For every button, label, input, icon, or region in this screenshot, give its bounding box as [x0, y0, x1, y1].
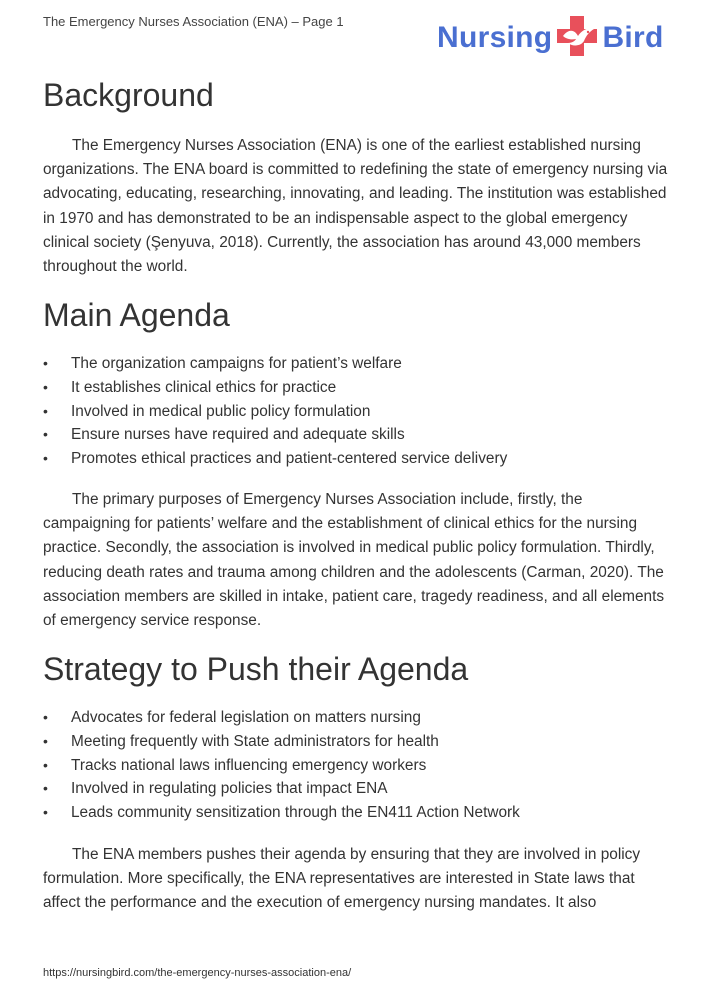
background-heading: Background — [43, 77, 214, 113]
page-header-title: The Emergency Nurses Association (ENA) – Page 1 — [43, 14, 344, 29]
list-item: • Involved in regulating policies that impact ENA — [43, 777, 520, 801]
list-item: • It establishes clinical ethics for practice — [43, 376, 507, 400]
strategy-paragraph: The ENA members pushes their agenda by ensuring that they are involved in policy formulation. More specifically, the ENA representatives are interested in State laws that affect the performance and the execution of emergency nursing mandates. It also — [43, 846, 641, 912]
background-paragraph: The Emergency Nurses Association (ENA) is one of the earliest established nursing organizations. The ENA board is committed to redefining the state of emergency nursing via advocating, educating, researching, innovating, and leading. The institution was established in 1970 and has demonstrated to be an indispensable aspect to the global emergency clinical society (Şenyuva, 2018). Currently, the association has around 43,000 members throughout the world. — [43, 137, 668, 276]
list-item: • Meeting frequently with State administrators for health — [43, 730, 520, 754]
list-item: • Ensure nurses have required and adequate skills — [43, 423, 507, 447]
list-item: • Leads community sensitization through the EN411 Action Network — [43, 801, 520, 825]
list-item: • Tracks national laws influencing emergency workers — [43, 754, 520, 778]
list-item: • The organization campaigns for patient’s welfare — [43, 352, 507, 376]
list-item: • Advocates for federal legislation on matters nursing — [43, 706, 520, 730]
main-agenda-heading: Main Agenda — [43, 297, 230, 333]
main-agenda-list — [43, 352, 507, 471]
bird-cross-icon — [555, 14, 599, 63]
logo-text-right: Bird — [602, 21, 664, 54]
nursingbird-logo[interactable] — [437, 13, 693, 63]
list-item: • Involved in medical public policy formulation — [43, 400, 507, 424]
strategy-list — [43, 706, 520, 825]
strategy-heading: Strategy to Push their Agenda — [43, 651, 469, 687]
list-item: • Promotes ethical practices and patient-centered service delivery — [43, 447, 507, 471]
footer-url-link[interactable]: https://nursingbird.com/the-emergency-nurses-association-ena/ — [43, 967, 352, 979]
logo-text-left: Nursing — [437, 21, 553, 54]
main-agenda-paragraph: The primary purposes of Emergency Nurses Association include, firstly, the campaigning for patients’ welfare and the establishment of clinical ethics for the nursing practice. Secondly, the association is involved in medical public policy formulation. Thirdly, reducing death rates and trauma among children and the adolescents (Carman, 2020). The association members are skilled in intake, patient care, tragedy readiness, and all elements of emergency service response. — [43, 491, 665, 630]
